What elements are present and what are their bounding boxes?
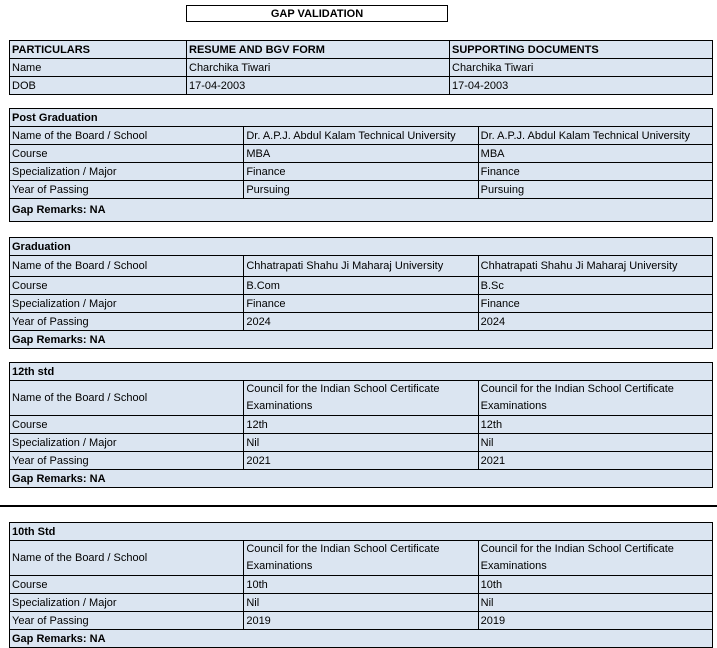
row-label: Specialization / Major (10, 594, 244, 612)
table-row (10, 145, 713, 163)
resume-value: Council for the Indian School Certificate Examinations (244, 541, 478, 576)
twelfth-section (9, 362, 713, 488)
tenth-table (9, 522, 713, 648)
row-label: Name of the Board / School (10, 541, 244, 576)
docs-value: Council for the Indian School Certificate Examinations (478, 381, 712, 416)
row-label: Course (10, 416, 244, 434)
table-row (10, 452, 713, 470)
row-label: Year of Passing (10, 313, 244, 331)
row-label: Specialization / Major (10, 295, 244, 313)
remarks-row (10, 630, 713, 648)
table-row (10, 313, 713, 331)
graduation-table (9, 237, 713, 349)
resume-value: Chhatrapati Shahu Ji Maharaj University (244, 256, 478, 277)
table-row (10, 59, 713, 77)
docs-value: B.Sc (478, 277, 712, 295)
post-graduation-section (9, 108, 713, 222)
tenth-section (9, 522, 713, 648)
row-label: Course (10, 145, 244, 163)
twelfth-table (9, 362, 713, 488)
row-label: Year of Passing (10, 612, 244, 630)
docs-value: Charchika Tiwari (450, 59, 713, 77)
docs-value: Nil (478, 594, 712, 612)
resume-value: 2024 (244, 313, 478, 331)
row-label: Course (10, 277, 244, 295)
page-title: GAP VALIDATION (186, 5, 448, 22)
graduation-section (9, 237, 713, 349)
resume-value: 12th (244, 416, 478, 434)
docs-value: Finance (478, 163, 712, 181)
table-row (10, 416, 713, 434)
resume-value: Council for the Indian School Certificate Examinations (244, 381, 478, 416)
remarks-row (10, 199, 713, 222)
resume-value: 17-04-2003 (187, 77, 450, 95)
resume-value: Pursuing (244, 181, 478, 199)
section-title-row (10, 363, 713, 381)
resume-value: Dr. A.P.J. Abdul Kalam Technical University (244, 127, 478, 145)
section-title: 12th std (10, 363, 713, 381)
table-row (10, 381, 713, 416)
resume-header: RESUME AND BGV FORM (187, 41, 450, 59)
particulars-header: PARTICULARS (10, 41, 187, 59)
row-label: Specialization / Major (10, 434, 244, 452)
remarks-row (10, 331, 713, 349)
docs-value: 12th (478, 416, 712, 434)
docs-value: 2019 (478, 612, 712, 630)
table-row (10, 277, 713, 295)
docs-value: Nil (478, 434, 712, 452)
row-label: Name of the Board / School (10, 256, 244, 277)
resume-value: Nil (244, 594, 478, 612)
section-title: 10th Std (10, 523, 713, 541)
table-row (10, 127, 713, 145)
docs-value: MBA (478, 145, 712, 163)
row-label: Name of the Board / School (10, 127, 244, 145)
resume-value: MBA (244, 145, 478, 163)
table-row (10, 594, 713, 612)
section-title: Post Graduation (10, 109, 713, 127)
row-label: Year of Passing (10, 452, 244, 470)
docs-value: Pursuing (478, 181, 712, 199)
resume-value: 2021 (244, 452, 478, 470)
resume-value: Nil (244, 434, 478, 452)
table-row (10, 295, 713, 313)
gap-remarks: Gap Remarks: NA (10, 199, 713, 222)
table-row (10, 77, 713, 95)
particulars-table (9, 40, 713, 95)
row-label: DOB (10, 77, 187, 95)
docs-value: 2024 (478, 313, 712, 331)
resume-value: B.Com (244, 277, 478, 295)
section-title-row (10, 109, 713, 127)
docs-value: 10th (478, 576, 712, 594)
row-label: Name (10, 59, 187, 77)
row-label: Year of Passing (10, 181, 244, 199)
table-row (10, 181, 713, 199)
docs-value: 17-04-2003 (450, 77, 713, 95)
section-title-row (10, 238, 713, 256)
gap-remarks: Gap Remarks: NA (10, 470, 713, 488)
docs-value: Council for the Indian School Certificate Examinations (478, 541, 712, 576)
particulars-section (9, 40, 713, 95)
docs-value: Finance (478, 295, 712, 313)
resume-value: Charchika Tiwari (187, 59, 450, 77)
docs-value: Dr. A.P.J. Abdul Kalam Technical University (478, 127, 712, 145)
table-row (10, 256, 713, 277)
row-label: Specialization / Major (10, 163, 244, 181)
section-divider (0, 505, 717, 507)
resume-value: Finance (244, 295, 478, 313)
table-row (10, 612, 713, 630)
gap-remarks: Gap Remarks: NA (10, 331, 713, 349)
resume-value: 10th (244, 576, 478, 594)
gap-remarks: Gap Remarks: NA (10, 630, 713, 648)
row-label: Course (10, 576, 244, 594)
table-row (10, 434, 713, 452)
docs-value: Chhatrapati Shahu Ji Maharaj University (478, 256, 712, 277)
post-graduation-table (9, 108, 713, 222)
section-title: Graduation (10, 238, 713, 256)
table-header-row (10, 41, 713, 59)
resume-value: 2019 (244, 612, 478, 630)
table-row (10, 576, 713, 594)
resume-value: Finance (244, 163, 478, 181)
table-row (10, 163, 713, 181)
docs-value: 2021 (478, 452, 712, 470)
supporting-docs-header: SUPPORTING DOCUMENTS (450, 41, 713, 59)
table-row (10, 541, 713, 576)
section-title-row (10, 523, 713, 541)
remarks-row (10, 470, 713, 488)
row-label: Name of the Board / School (10, 381, 244, 416)
